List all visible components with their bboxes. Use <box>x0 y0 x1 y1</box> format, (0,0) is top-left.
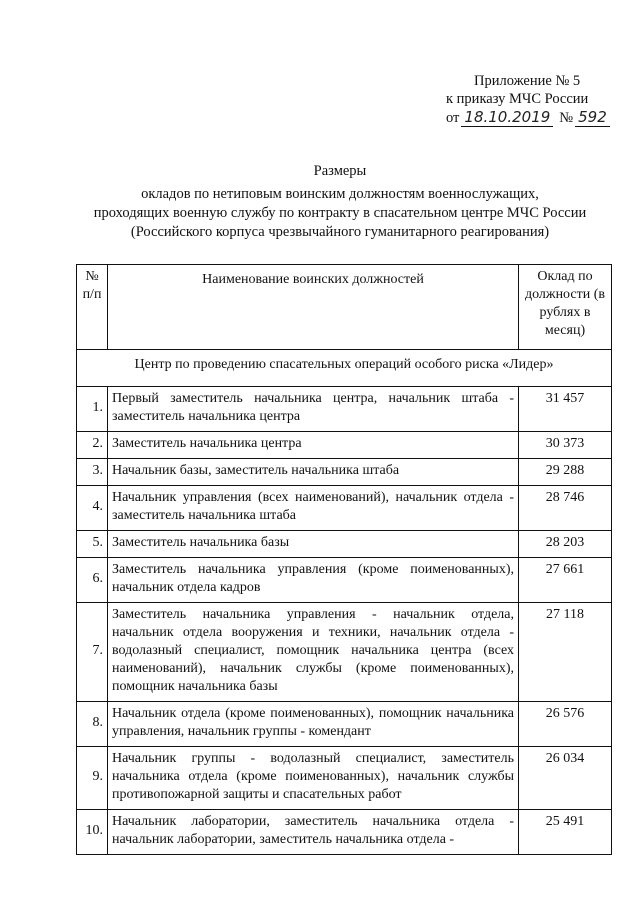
salary-value: 30 373 <box>519 432 612 459</box>
salary-value: 29 288 <box>519 459 612 486</box>
handwritten-number: 592 <box>575 108 610 127</box>
header-name: Наименование воинских должностей <box>108 265 519 350</box>
position-name: Заместитель начальника управления - начальник отдела, начальник отдела вооружения и техники, начальник отдела - водолазный специалист, помощник начальника центра (всех наименований), начальник службы (кроме поименованных), помощник начальника базы <box>108 603 519 702</box>
row-number: 2. <box>77 432 108 459</box>
title-line-1: окладов по нетиповым воинским должностям военнослужащих, <box>141 186 539 202</box>
position-name: Начальник отдела (кроме поименованных), помощник начальника управления, начальник группы - комендант <box>108 702 519 747</box>
row-number: 6. <box>77 558 108 603</box>
position-name: Начальник управления (всех наименований), начальник отдела - заместитель начальника штаба <box>108 486 519 531</box>
position-name: Заместитель начальника базы <box>108 531 519 558</box>
salary-value: 31 457 <box>519 387 612 432</box>
position-name: Начальник лаборатории, заместитель начальника отдела - начальник лаборатории, заместитель начальника отдела - <box>108 810 519 855</box>
section-title: Центр по проведению спасательных операций особого риска «Лидер» <box>77 350 612 387</box>
table-row <box>77 432 612 459</box>
position-name: Начальник группы - водолазный специалист, заместитель начальника отдела (кроме поименованных), начальник службы противопожарной защиты и спасательных работ <box>108 747 519 810</box>
salary-value: 28 203 <box>519 531 612 558</box>
title-line-2: проходящих военную службу по контракту в спасательном центре МЧС России <box>93 205 587 221</box>
row-number: 7. <box>77 603 108 702</box>
handwritten-date: 18.10.2019 <box>461 108 553 127</box>
annex-number-label: № <box>559 110 574 126</box>
salary-value: 27 118 <box>519 603 612 702</box>
row-number: 3. <box>77 459 108 486</box>
position-name: Заместитель начальника центра <box>108 432 519 459</box>
row-number: 10. <box>77 810 108 855</box>
row-number: 5. <box>77 531 108 558</box>
position-name: Начальник базы, заместитель начальника штаба <box>108 459 519 486</box>
annex-title: Приложение № 5 <box>474 73 581 89</box>
table-row <box>77 531 612 558</box>
title-line-3: (Российского корпуса чрезвычайного гуманитарного реагирования) <box>130 224 550 240</box>
header-num: № п/п <box>77 265 108 350</box>
row-number: 4. <box>77 486 108 531</box>
table-row <box>77 387 612 432</box>
title-line-0: Размеры <box>313 163 367 179</box>
row-number: 1. <box>77 387 108 432</box>
annex-date-line <box>446 108 616 127</box>
salary-value: 26 034 <box>519 747 612 810</box>
header-salary: Оклад по должности (в рублях в месяц) <box>519 265 612 350</box>
table-row <box>77 810 612 855</box>
table-row <box>77 459 612 486</box>
table-row <box>77 558 612 603</box>
table-header-row <box>77 265 612 350</box>
table-row <box>77 486 612 531</box>
row-number: 9. <box>77 747 108 810</box>
row-number: 8. <box>77 702 108 747</box>
salary-value: 26 576 <box>519 702 612 747</box>
salary-value: 27 661 <box>519 558 612 603</box>
annex-order-ref: к приказу МЧС России <box>446 91 589 107</box>
salary-value: 28 746 <box>519 486 612 531</box>
annex-header <box>446 72 616 127</box>
annex-from-label: от <box>446 110 460 126</box>
position-name: Первый заместитель начальника центра, начальник штаба - заместитель начальника центра <box>108 387 519 432</box>
position-name: Заместитель начальника управления (кроме поименованных), начальник отдела кадров <box>108 558 519 603</box>
table-row <box>77 747 612 810</box>
salary-value: 25 491 <box>519 810 612 855</box>
table-row <box>77 702 612 747</box>
table-row <box>77 603 612 702</box>
document-title <box>60 162 620 242</box>
salary-table <box>76 264 612 855</box>
section-row <box>77 350 612 387</box>
